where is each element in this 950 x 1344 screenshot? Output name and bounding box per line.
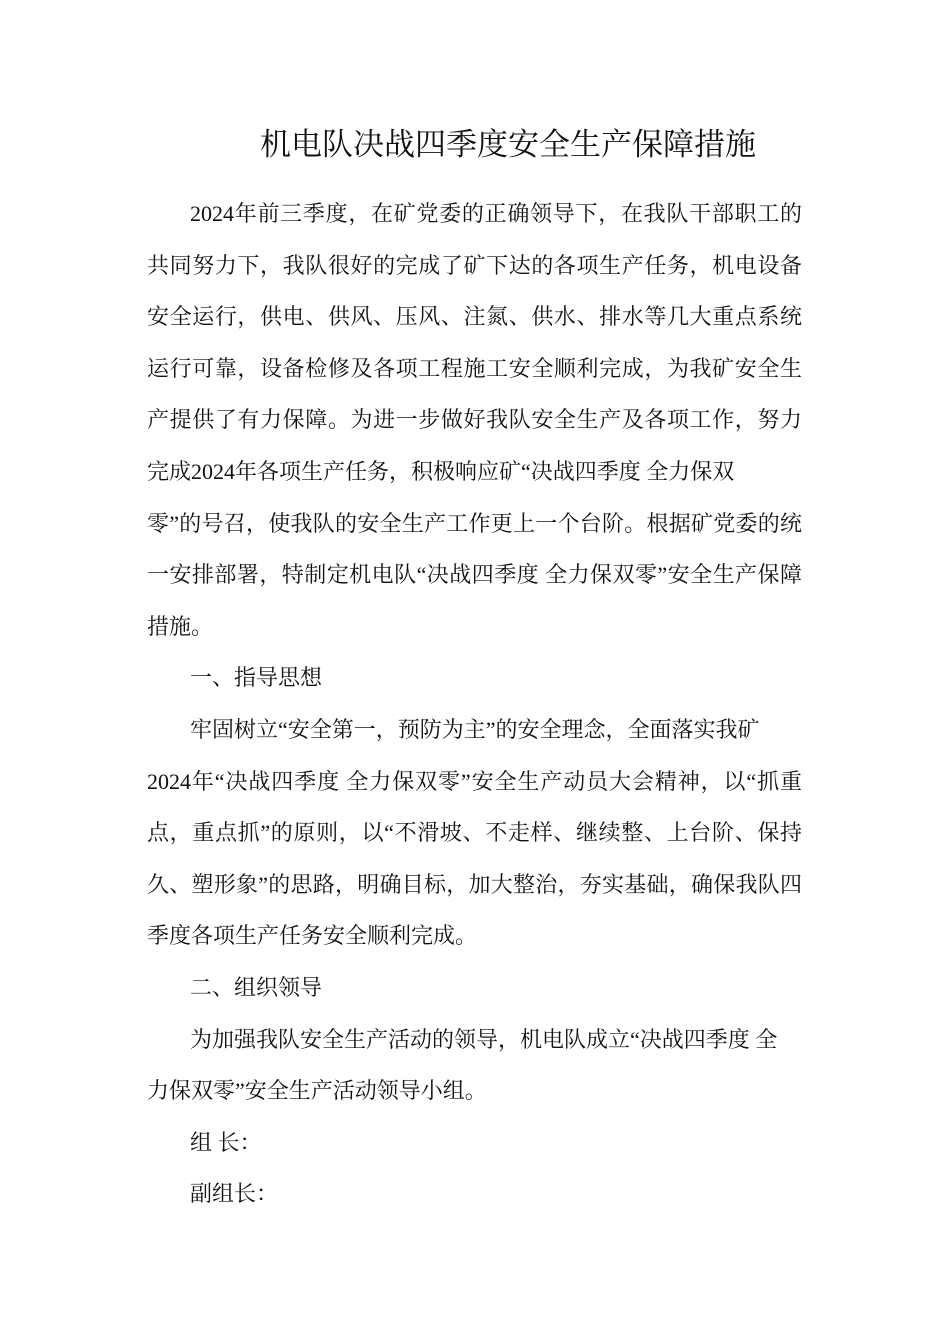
text-line: 运行可靠，设备检修及各项工程施工安全顺利完成，为我矿安全生 (147, 355, 802, 381)
document-title: 机电队决战四季度安全生产保障措施 (260, 127, 756, 162)
text-line: 产提供了有力保障。为进一步做好我队安全生产及各项工作，努力 (147, 407, 802, 433)
text-line: 力保双零”安全生产活动领导小组。 (147, 1078, 487, 1104)
text-line: 副组长： (190, 1181, 279, 1207)
text-line: 季度各项生产任务安全顺利完成。 (147, 923, 478, 949)
text-line: 组 长： (190, 1129, 262, 1155)
text-line: 2024年前三季度，在矿党委的正确领导下，在我队干部职工的 (190, 201, 802, 226)
document-body (147, 188, 802, 1220)
text-line: 完成2024年各项生产任务，积极响应矿“决战四季度 全力保双 (147, 458, 735, 484)
section-heading (147, 652, 802, 704)
paragraph (147, 1014, 802, 1117)
section-heading (147, 1117, 802, 1169)
text-line: 为加强我队安全生产活动的领导，机电队成立“决战四季度 全 (190, 1026, 778, 1052)
text-line: 二、组织领导 (190, 974, 323, 1000)
text-line: 一安排部署，特制定机电队“决战四季度 全力保双零”安全生产保障 (147, 562, 802, 588)
paragraph (147, 704, 802, 962)
paragraph (147, 188, 802, 652)
section-heading (147, 962, 802, 1014)
text-line: 共同努力下，我队很好的完成了矿下达的各项生产任务，机电设备 (147, 252, 802, 278)
text-line: 一、指导思想 (190, 665, 323, 691)
text-line: 安全运行，供电、供风、压风、注氮、供水、排水等几大重点系统 (147, 304, 802, 330)
text-line: 久、塑形象”的思路，明确目标，加大整治，夯实基础，确保我队四 (147, 871, 802, 897)
text-line: 点，重点抓”的原则，以“不滑坡、不走样、继续整、上台阶、保持 (147, 820, 802, 846)
text-line: 措施。 (147, 613, 214, 639)
section-heading (147, 1168, 802, 1220)
text-line: 2024年“决战四季度 全力保双零”安全生产动员大会精神，以“抓重 (147, 768, 802, 794)
text-line: 零”的号召，使我队的安全生产工作更上一个台阶。根据矿党委的统 (147, 510, 802, 536)
text-line: 牢固树立“安全第一，预防为主”的安全理念，全面落实我矿 (190, 716, 760, 742)
